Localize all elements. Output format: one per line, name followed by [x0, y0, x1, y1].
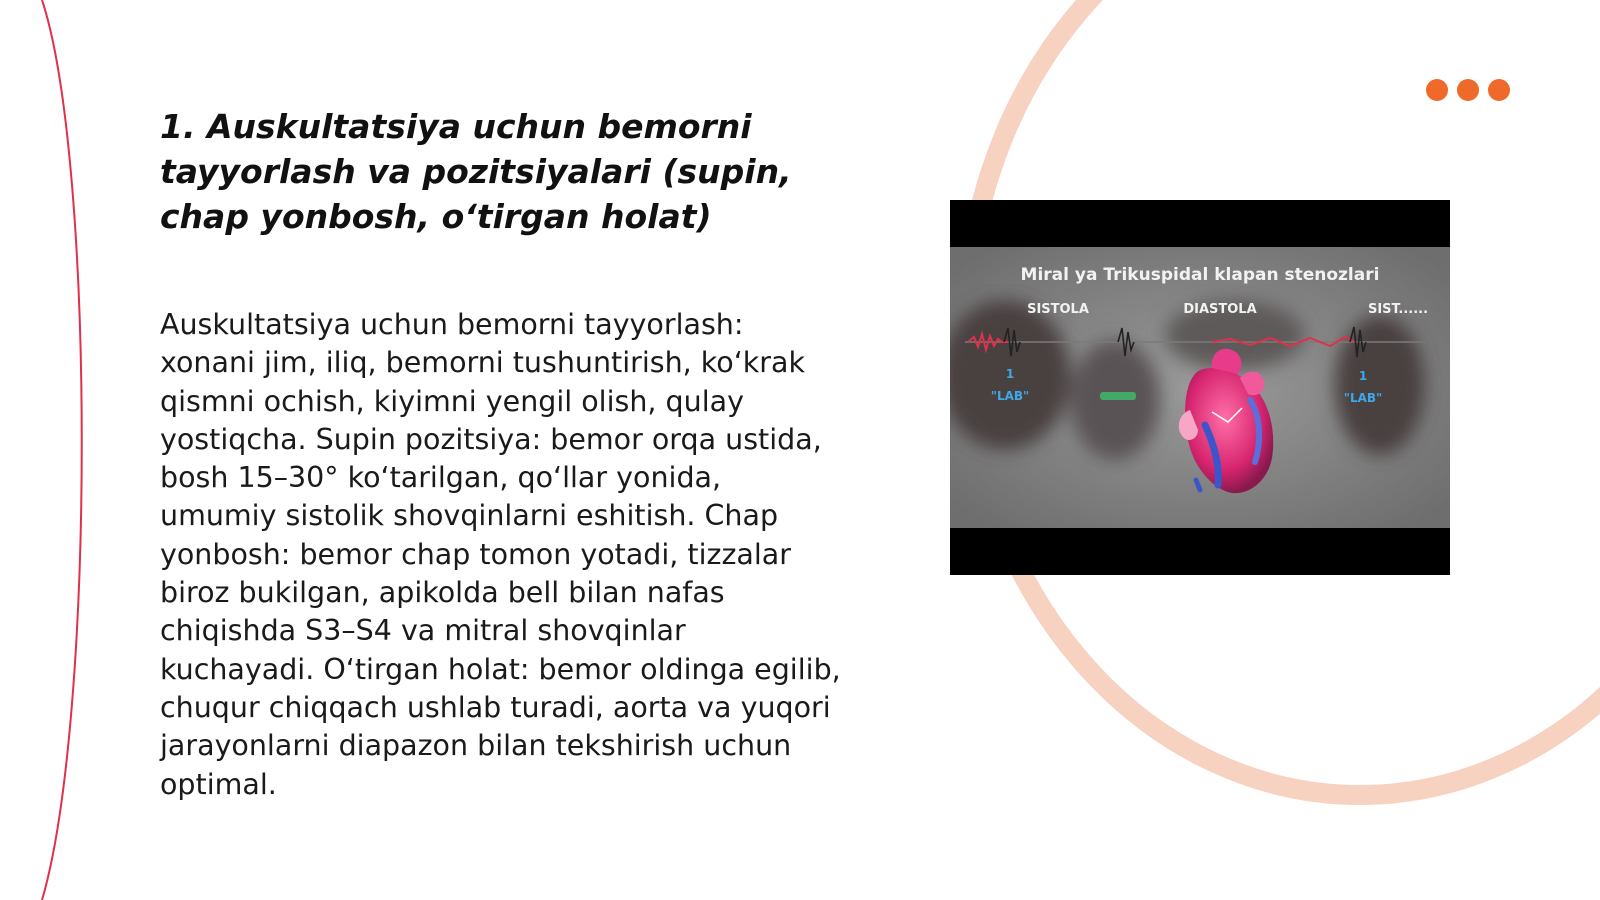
right-sound-tag: "LAB" [1343, 391, 1383, 405]
video-heading: Miral ya Trikuspidal klapan stenozlari [1020, 265, 1380, 285]
dot [1457, 79, 1479, 101]
left-sound-number: 1 [1005, 367, 1015, 381]
dot [1488, 79, 1510, 101]
left-edge-curve [42, 0, 82, 900]
left-sound-tag: "LAB" [990, 389, 1030, 403]
ellipsis-dots-icon [1426, 79, 1510, 101]
label-diastole: DIASTOLA [1183, 302, 1257, 317]
slide-body-text: Auskultatsiya uchun bemorni tayyorlash: xonani jim, iliq, bemorni tushuntirish, ko‘krak qismni ochish, kiyimni yengil olish, qulay yostiqcha. Supin pozitsiya: bemor orqa ustida, bosh 15–30° ko‘tarilgan, qo‘llar yonida, umumiy sistolik shovqinlarni eshitish. Chap yonbosh: bemor chap tomon yotadi, tizzalar biroz bukilgan, apikolda bell bilan nafas chiqishda S3–S4 va mitral shovqinlar kuchayadi. O‘tirgan holat: bemor oldinga egilib, chuqur chiqqach ushlab turadi, aorta va yuqori jarayonlarni diapazon bilan tekshirish uchun optimal. [160, 308, 841, 801]
label-systole: SISTOLA [1027, 302, 1089, 317]
right-sound-number: 1 [1358, 369, 1368, 383]
green-marker [1100, 392, 1136, 400]
video-frame[interactable] [950, 200, 1450, 575]
dot [1426, 79, 1448, 101]
label-systole-truncated: SIST...... [1367, 302, 1429, 317]
slide-title: 1. Auskultatsiya uchun bemorni tayyorlash va pozitsiyalari (supin, chap yonbosh, o‘tirgan holat) [160, 107, 792, 236]
video-still [950, 200, 1450, 575]
